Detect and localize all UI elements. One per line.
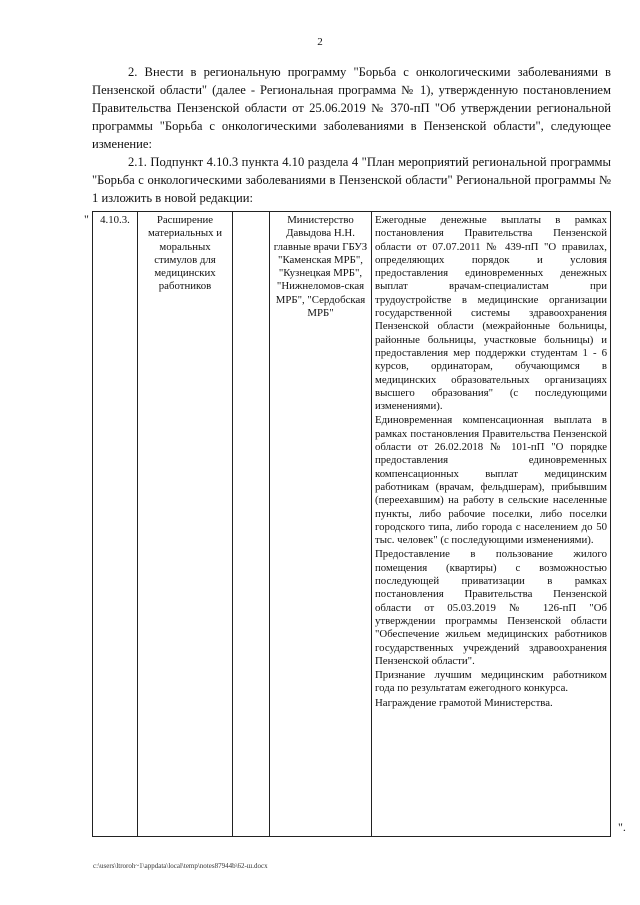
closing-quote: ". [618,820,626,834]
plan-table [92,211,611,837]
intro-paragraph-subitem: 2.1. Подпункт 4.10.3 пункта 4.10 раздела 4 "План мероприятий региональной программы "Борьба с онкологическими заболеваниями в Пензенской области" Региональной программы № 1 изложить в новой редакции: [92,155,611,205]
note-housing: Предоставление в пользование жилого помещения (квартиры) с возможностью последующей приватизации в рамках постановления Правительства Пензенской области от 05.03.2019 № 126-пП "Об утверждении программы Пензенской области "Обеспечение жильем медицинских работников государственных учреждений здравоохранения Пензенской области". [375,548,607,667]
item-number: 4.10.3. [93,212,138,837]
table-row [93,212,611,837]
notes-cell [372,212,611,837]
intro-paragraph-amendment: 2. Внести в региональную программу "Борьба с онкологическими заболеваниями в Пензенской области" (далее - Региональная программа № 1), утвержденную постановлением Правительства Пензенской области от 25.06.2019 № 370-пП "Об утверждении региональной программы "Борьба с онкологическими заболеваниями в Пензенской области", следующее изменение: [92,65,611,151]
note-compensation-payment: Единовременная компенсационная выплата в рамках постановления Правительства Пензенской области от 26.02.2018 № 101-пП "О порядке предоставления единовременных компенсационных выплат медицинским работникам (врачам, фельдшерам), прибывшим (переехавшим) на работу в сельские населенные пункты, либо рабочие поселки, либо поселки городского типа, либо города с населением до 50 тыс. человек" (с последующими изменениями). [375,414,607,547]
note-certificate: Награждение грамотой Министерства. [375,696,553,709]
footer-file-path: c:\users\ltroroh~1\appdata\local\temp\notes87944b\62-ш.docx [93,862,268,870]
note-annual-payments: Ежегодные денежные выплаты в рамках постановления Правительства Пензенской области от 07.07.2011 № 439-пП "О правилах, определяющих порядок и условия предоставления единовременных денежных выплат врачам-специалистам при трудоустройстве в медицинские организации государственной системы здравоохранения Пензенской области (межрайонные больницы, районные больницы, участковые больницы) и предоставления мер поддержки студентам 1 - 6 курсов, ординаторам, обучающимся в медицинских образовательных организациях высшего образования" (с последующими изменениями). [375,214,607,413]
responsible-cell: Министерство Давыдова Н.Н. главные врачи ГБУЗ "Каменская МРБ", "Кузнецкая МРБ", "Нижнеломов-ская МРБ", "Сердобская МРБ" [270,212,372,837]
note-best-worker: Признание лучшим медицинским работником года по результатам ежегодного конкурса. [375,669,607,695]
page-number: 2 [317,36,323,48]
period-cell [233,212,270,837]
opening-quote: " [84,212,89,226]
event-name: Расширение материальных и моральных стимулов для медицинских работников [138,212,233,837]
